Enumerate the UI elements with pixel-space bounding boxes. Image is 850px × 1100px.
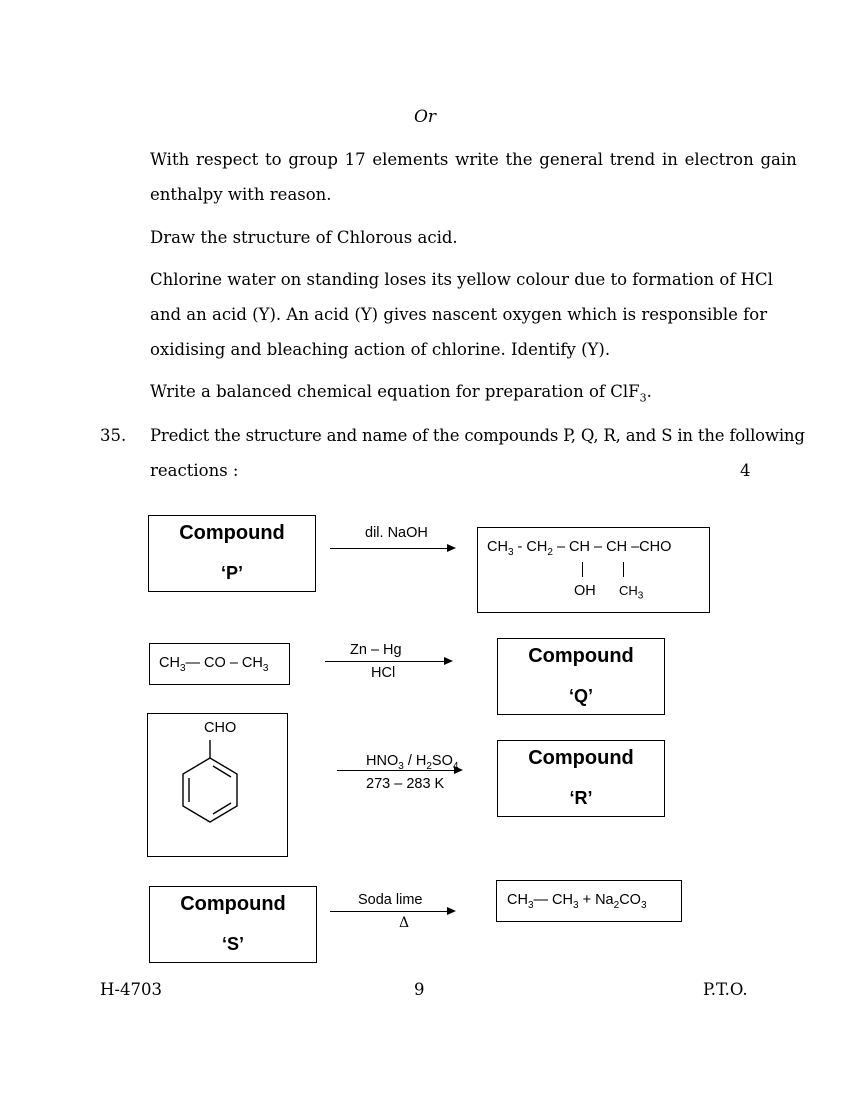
pto-label: P.T.O. [703,980,748,999]
reaction-arrow [330,548,448,549]
acetone-formula: $CH_3—$ CO – $CH_3$ [159,655,269,674]
question-number: 35. [100,426,127,445]
compound-p-word: Compound [179,522,285,544]
paragraph-line: With respect to group 17 elements write the general trend in electron gain [150,150,797,169]
paragraph-line: and an acid (Y). An acid (Y) gives nascent oxygen which is responsible for [150,305,768,324]
reagent-dil-naoh: dil. NaOH [365,525,428,541]
reagent-temperature: 273 – 283 K [366,776,445,792]
compound-q-word: Compound [528,645,634,667]
paragraph-line: Draw the structure of Chlorous acid. [150,228,458,247]
oh-substituent: OH [574,583,596,599]
cho-group: CHO [204,720,237,736]
reaction-arrow [325,661,445,662]
question-text: reactions : [150,461,239,480]
compound-s-word: Compound [180,893,286,915]
paragraph-line: enthalpy with reason. [150,185,332,204]
clf3-subscript: 3 [639,391,647,405]
arrow-head [444,657,453,665]
compound-q-letter: ‘Q’ [568,686,593,706]
reagent-zn-hg: Zn – Hg [350,642,402,658]
ch3-substituent: $CH_3$ [619,583,644,602]
reaction-arrow [337,770,455,771]
reagent-hcl: HCl [371,665,396,681]
benzene-ring-icon [176,738,246,838]
product-aldol-chain: $CH_3 - CH_2$ – CH – CH –CHO [487,539,672,558]
compound-s-letter: ‘S’ [221,934,244,954]
paragraph-line: Chlorine water on standing loses its yellow colour due to formation of HCl [150,270,773,289]
oh-bond-line [582,562,583,577]
paragraph-line: Write a balanced chemical equation for preparation of ClF$_3$. [150,382,652,405]
reagent-soda-lime: Soda lime [358,892,423,908]
reagent-heat-delta: Δ [399,915,410,931]
arrow-head [447,544,456,552]
arrow-head [447,907,456,915]
question-marks: 4 [740,461,751,480]
question-text: Predict the structure and name of the compounds P, Q, R, and S in the following [150,426,805,445]
ch3-bond-line [623,562,624,577]
compound-r-letter: ‘R’ [569,788,593,808]
clf3-text: Write a balanced chemical equation for preparation of ClF [150,382,640,401]
ethane-product-formula: $CH_3—$ $CH_3 + Na_2CO_3$ [507,892,647,911]
reagent-nitrating-mixture: $HNO_3 / H_2SO_4$ [366,753,459,772]
compound-p-letter: ‘P’ [220,563,243,583]
paragraph-line: oxidising and bleaching action of chlorine. Identify (Y). [150,340,611,359]
or-label: Or [414,107,437,127]
page-number: 9 [414,980,425,999]
reaction-arrow [330,911,448,912]
compound-r-word: Compound [528,747,634,769]
arrow-head [454,766,463,774]
paper-code: H-4703 [100,980,162,999]
